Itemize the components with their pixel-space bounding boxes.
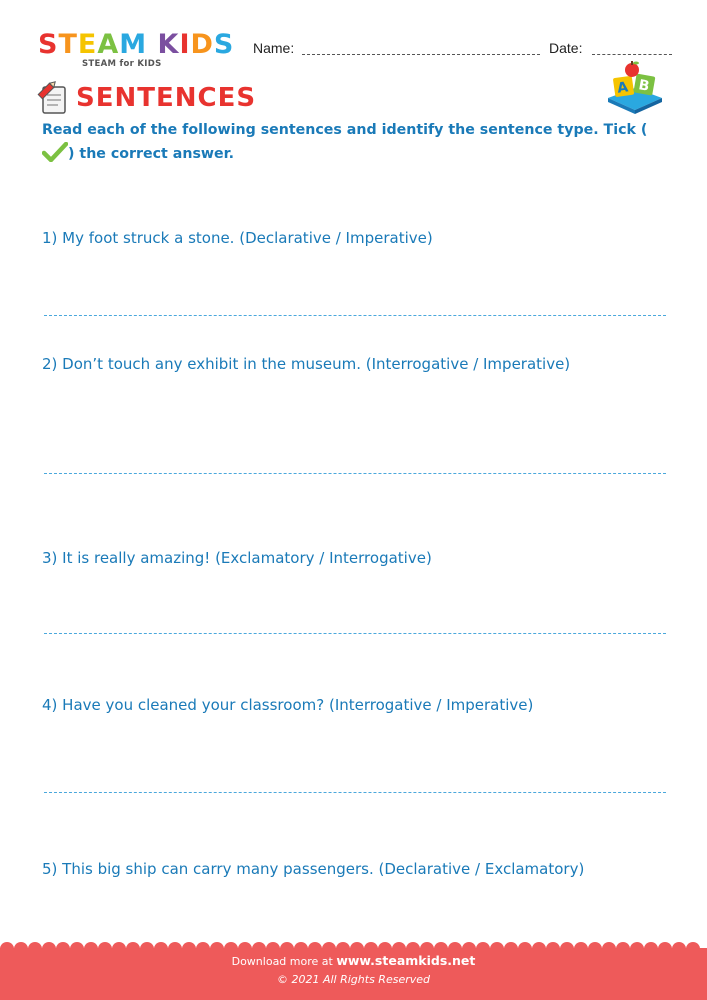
question-1: 1) My foot struck a stone. (Declarative / Imperative) <box>42 229 433 247</box>
name-field[interactable] <box>302 54 540 55</box>
svg-text:B: B <box>637 77 651 95</box>
abc-book-icon <box>604 60 666 115</box>
steam-kids-logo <box>38 30 238 72</box>
instructions-part1: Read each of the following sentences and identify the sentence type. Tick ( <box>42 122 648 138</box>
name-label: Name: <box>253 40 295 56</box>
instructions-part2: ) the correct answer. <box>68 146 234 162</box>
date-label: Date: <box>549 40 583 56</box>
instructions <box>42 119 672 166</box>
checkmark-icon <box>42 142 68 162</box>
footer-copyright: © 2021 All Rights Reserved <box>276 973 430 986</box>
question-4: 4) Have you cleaned your classroom? (Interrogative / Imperative) <box>42 696 534 714</box>
logo-letter: S <box>213 29 235 60</box>
svg-text:A: A <box>616 79 630 97</box>
logo-tagline: STEAM for KIDS <box>82 59 162 69</box>
logo-letter <box>147 29 157 60</box>
answer-divider <box>44 633 666 634</box>
logo-wordmark <box>38 30 238 60</box>
logo-letter: A <box>97 29 120 60</box>
question-2: 2) Don’t touch any exhibit in the museum. (Interrogative / Imperative) <box>42 355 571 373</box>
logo-letter: K <box>157 29 180 60</box>
footer-website-link[interactable]: www.steamkids.net <box>336 953 476 968</box>
answer-divider <box>44 792 666 793</box>
answer-divider <box>44 473 666 474</box>
footer-download <box>0 953 707 968</box>
answer-divider <box>44 315 666 316</box>
logo-letter: E <box>77 29 98 60</box>
date-field[interactable] <box>592 54 672 55</box>
logo-letter: D <box>190 29 214 60</box>
worksheet-pencil-icon <box>36 81 68 115</box>
question-3: 3) It is really amazing! (Exclamatory / Interrogative) <box>42 549 432 567</box>
question-5: 5) This big ship can carry many passengers. (Declarative / Exclamatory) <box>42 860 585 878</box>
footer-download-prefix: Download more at <box>231 955 337 968</box>
logo-letter: S <box>38 29 59 60</box>
logo-letter: I <box>179 29 191 60</box>
logo-letter: M <box>119 29 148 60</box>
logo-letter: T <box>58 29 78 60</box>
page-title: SENTENCES <box>76 83 257 113</box>
